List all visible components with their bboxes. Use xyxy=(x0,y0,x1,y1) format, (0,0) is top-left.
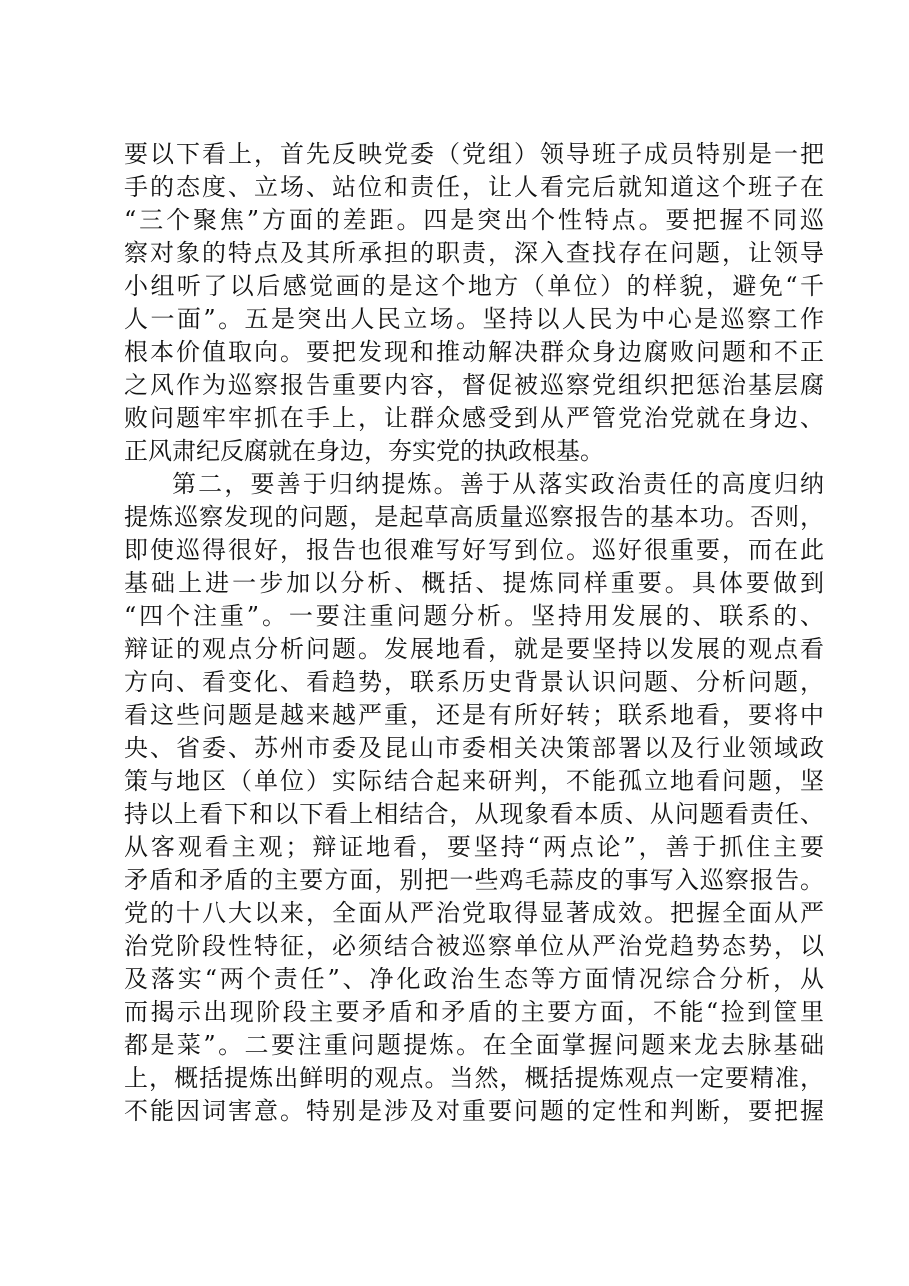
text-line: 央、省委、苏州市委及昆山市委相关决策部署以及行业领域政 xyxy=(124,734,824,762)
text-line: 人一面”。五是突出人民立场。坚持以人民为中心是巡察工作 xyxy=(124,305,824,333)
text-line: 第二，要善于归纳提炼。善于从落实政治责任的高度归纳 xyxy=(172,470,824,498)
text-line: 基础上进一步加以分析、概括、提炼同样重要。具体要做到 xyxy=(124,569,824,597)
text-line: “三个聚焦”方面的差距。四是突出个性特点。要把握不同巡 xyxy=(124,206,824,234)
text-line: 及落实“两个责任”、净化政治生态等方面情况综合分析，从 xyxy=(124,965,824,993)
text-line: 察对象的特点及其所承担的职责，深入查找存在问题，让领导 xyxy=(124,239,824,267)
paragraph-2 xyxy=(124,468,824,1128)
document-body xyxy=(124,138,824,1128)
text-line: 败问题牢牢抓在手上，让群众感受到从严管党治党就在身边、 xyxy=(124,404,824,432)
text-line: 根本价值取向。要把发现和推动解决群众身边腐败问题和不正 xyxy=(124,338,824,366)
text-line: 持以上看下和以下看上相结合，从现象看本质、从问题看责任、 xyxy=(124,800,824,828)
text-line: 策与地区（单位）实际结合起来研判，不能孤立地看问题，坚 xyxy=(124,767,824,795)
text-line: 要以下看上，首先反映党委（党组）领导班子成员特别是一把 xyxy=(124,140,824,168)
text-line: 正风肃纪反腐就在身边，夯实党的执政根基。 xyxy=(124,437,604,465)
text-line: 小组听了以后感觉画的是这个地方（单位）的样貌，避免“千 xyxy=(124,272,824,300)
text-line: 治党阶段性特征，必须结合被巡察单位从严治党趋势态势，以 xyxy=(124,932,824,960)
text-line: 之风作为巡察报告重要内容，督促被巡察党组织把惩治基层腐 xyxy=(124,371,824,399)
text-line: “四个注重”。一要注重问题分析。坚持用发展的、联系的、 xyxy=(124,602,824,630)
text-line: 辩证的观点分析问题。发展地看，就是要坚持以发展的观点看 xyxy=(124,635,824,663)
text-line: 方向、看变化、看趋势，联系历史背景认识问题、分析问题， xyxy=(124,668,824,696)
text-line: 上，概括提炼出鲜明的观点。当然，概括提炼观点一定要精准， xyxy=(124,1064,824,1092)
paragraph-1 xyxy=(124,138,824,468)
text-line: 从客观看主观；辩证地看，要坚持“两点论”，善于抓住主要 xyxy=(124,833,824,861)
text-line: 提炼巡察发现的问题，是起草高质量巡察报告的基本功。否则， xyxy=(124,503,824,531)
text-line: 党的十八大以来，全面从严治党取得显著成效。把握全面从严 xyxy=(124,899,824,927)
text-line: 手的态度、立场、站位和责任，让人看完后就知道这个班子在 xyxy=(124,173,824,201)
text-line: 而揭示出现阶段主要矛盾和矛盾的主要方面，不能“捡到筐里 xyxy=(124,998,824,1026)
text-line: 即使巡得很好，报告也很难写好写到位。巡好很重要，而在此 xyxy=(124,536,824,564)
text-line: 看这些问题是越来越严重，还是有所好转；联系地看，要将中 xyxy=(124,701,824,729)
text-line: 都是菜”。二要注重问题提炼。在全面掌握问题来龙去脉基础 xyxy=(124,1031,824,1059)
text-line: 不能因词害意。特别是涉及对重要问题的定性和判断，要把握 xyxy=(124,1097,824,1125)
text-line: 矛盾和矛盾的主要方面，别把一些鸡毛蒜皮的事写入巡察报告。 xyxy=(124,866,824,894)
